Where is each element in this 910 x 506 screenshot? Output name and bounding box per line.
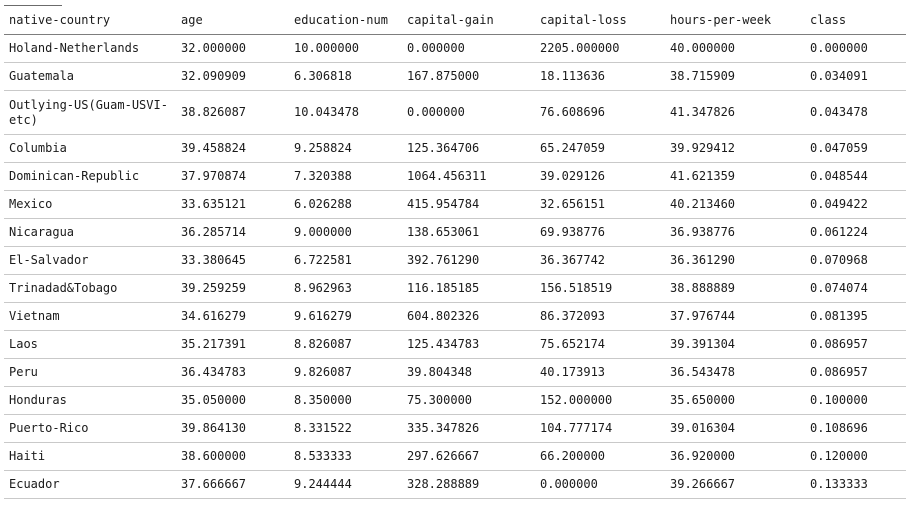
cell-class: 0.000000 <box>805 35 906 63</box>
cell-education-num: 8.350000 <box>289 387 402 415</box>
cell-age: 34.616279 <box>176 303 289 331</box>
cell-hours-per-week: 39.016304 <box>665 415 805 443</box>
cell-class: 0.133333 <box>805 471 906 499</box>
cell-hours-per-week: 41.347826 <box>665 91 805 135</box>
cell-class: 0.047059 <box>805 135 906 163</box>
table-row <box>4 359 906 387</box>
cell-hours-per-week: 39.266667 <box>665 471 805 499</box>
cell-capital-gain: 116.185185 <box>402 275 535 303</box>
cell-capital-gain: 328.288889 <box>402 471 535 499</box>
column-header-capital-loss: capital-loss <box>535 7 665 35</box>
cell-capital-loss: 152.000000 <box>535 387 665 415</box>
cell-hours-per-week: 35.650000 <box>665 387 805 415</box>
cell-capital-gain: 0.000000 <box>402 91 535 135</box>
cell-hours-per-week: 39.391304 <box>665 331 805 359</box>
cell-education-num: 9.826087 <box>289 359 402 387</box>
cell-education-num: 9.258824 <box>289 135 402 163</box>
cell-capital-loss: 69.938776 <box>535 219 665 247</box>
cell-native-country: Ecuador <box>4 471 176 499</box>
cell-hours-per-week: 38.888889 <box>665 275 805 303</box>
table-row <box>4 135 906 163</box>
cell-class: 0.100000 <box>805 387 906 415</box>
cell-age: 37.970874 <box>176 163 289 191</box>
cell-education-num: 8.533333 <box>289 443 402 471</box>
cell-capital-gain: 415.954784 <box>402 191 535 219</box>
table-row <box>4 387 906 415</box>
cell-age: 32.090909 <box>176 63 289 91</box>
cell-capital-loss: 2205.000000 <box>535 35 665 63</box>
cell-hours-per-week: 36.920000 <box>665 443 805 471</box>
cell-native-country: Outlying-US(Guam-USVI-etc) <box>4 91 176 135</box>
cell-native-country: Holand-Netherlands <box>4 35 176 63</box>
cell-capital-loss: 18.113636 <box>535 63 665 91</box>
cell-education-num: 7.320388 <box>289 163 402 191</box>
top-border-rule <box>4 5 62 6</box>
cell-age: 35.217391 <box>176 331 289 359</box>
table-row <box>4 331 906 359</box>
table-row <box>4 191 906 219</box>
header-row <box>4 7 906 35</box>
table-row <box>4 247 906 275</box>
cell-education-num: 6.306818 <box>289 63 402 91</box>
cell-hours-per-week: 39.929412 <box>665 135 805 163</box>
cell-age: 37.666667 <box>176 471 289 499</box>
cell-education-num: 8.331522 <box>289 415 402 443</box>
cell-class: 0.120000 <box>805 443 906 471</box>
cell-capital-gain: 39.804348 <box>402 359 535 387</box>
cell-capital-gain: 138.653061 <box>402 219 535 247</box>
table-row <box>4 275 906 303</box>
cell-class: 0.081395 <box>805 303 906 331</box>
cell-capital-gain: 297.626667 <box>402 443 535 471</box>
column-header-hours-per-week: hours-per-week <box>665 7 805 35</box>
cell-hours-per-week: 36.938776 <box>665 219 805 247</box>
cell-capital-gain: 167.875000 <box>402 63 535 91</box>
cell-class: 0.043478 <box>805 91 906 135</box>
column-header-education-num: education-num <box>289 7 402 35</box>
cell-native-country: Vietnam <box>4 303 176 331</box>
table-row <box>4 303 906 331</box>
cell-native-country: Trinadad&Tobago <box>4 275 176 303</box>
cell-capital-loss: 32.656151 <box>535 191 665 219</box>
cell-native-country: Laos <box>4 331 176 359</box>
column-header-native-country: native-country <box>4 7 176 35</box>
cell-capital-gain: 125.364706 <box>402 135 535 163</box>
cell-capital-loss: 36.367742 <box>535 247 665 275</box>
column-header-class: class <box>805 7 906 35</box>
cell-education-num: 9.244444 <box>289 471 402 499</box>
cell-class: 0.061224 <box>805 219 906 247</box>
cell-capital-loss: 39.029126 <box>535 163 665 191</box>
country-stats-table <box>4 7 906 499</box>
cell-age: 33.380645 <box>176 247 289 275</box>
table-row <box>4 415 906 443</box>
cell-age: 39.259259 <box>176 275 289 303</box>
cell-hours-per-week: 40.213460 <box>665 191 805 219</box>
cell-class: 0.086957 <box>805 331 906 359</box>
cell-native-country: Dominican-Republic <box>4 163 176 191</box>
table-row <box>4 91 906 135</box>
table-row <box>4 63 906 91</box>
cell-capital-gain: 75.300000 <box>402 387 535 415</box>
cell-hours-per-week: 36.543478 <box>665 359 805 387</box>
cell-capital-loss: 40.173913 <box>535 359 665 387</box>
cell-education-num: 8.962963 <box>289 275 402 303</box>
cell-education-num: 10.043478 <box>289 91 402 135</box>
cell-native-country: Peru <box>4 359 176 387</box>
cell-class: 0.074074 <box>805 275 906 303</box>
cell-capital-gain: 392.761290 <box>402 247 535 275</box>
cell-capital-loss: 65.247059 <box>535 135 665 163</box>
cell-class: 0.049422 <box>805 191 906 219</box>
cell-native-country: Guatemala <box>4 63 176 91</box>
cell-age: 39.864130 <box>176 415 289 443</box>
cell-class: 0.086957 <box>805 359 906 387</box>
cell-capital-loss: 75.652174 <box>535 331 665 359</box>
cell-age: 32.000000 <box>176 35 289 63</box>
cell-education-num: 6.026288 <box>289 191 402 219</box>
cell-capital-gain: 335.347826 <box>402 415 535 443</box>
cell-native-country: Puerto-Rico <box>4 415 176 443</box>
cell-age: 33.635121 <box>176 191 289 219</box>
cell-capital-gain: 125.434783 <box>402 331 535 359</box>
cell-capital-loss: 104.777174 <box>535 415 665 443</box>
cell-age: 38.826087 <box>176 91 289 135</box>
cell-native-country: Nicaragua <box>4 219 176 247</box>
cell-education-num: 6.722581 <box>289 247 402 275</box>
cell-education-num: 10.000000 <box>289 35 402 63</box>
cell-native-country: Mexico <box>4 191 176 219</box>
table-body <box>4 35 906 499</box>
cell-age: 39.458824 <box>176 135 289 163</box>
cell-capital-loss: 86.372093 <box>535 303 665 331</box>
cell-class: 0.108696 <box>805 415 906 443</box>
table-header <box>4 7 906 35</box>
cell-native-country: Columbia <box>4 135 176 163</box>
cell-capital-loss: 76.608696 <box>535 91 665 135</box>
table-row <box>4 471 906 499</box>
cell-class: 0.070968 <box>805 247 906 275</box>
cell-capital-loss: 156.518519 <box>535 275 665 303</box>
cell-education-num: 9.616279 <box>289 303 402 331</box>
table-row <box>4 163 906 191</box>
cell-hours-per-week: 40.000000 <box>665 35 805 63</box>
cell-age: 35.050000 <box>176 387 289 415</box>
cell-native-country: Honduras <box>4 387 176 415</box>
table-row <box>4 443 906 471</box>
cell-class: 0.034091 <box>805 63 906 91</box>
table-row <box>4 219 906 247</box>
cell-capital-gain: 1064.456311 <box>402 163 535 191</box>
cell-capital-gain: 604.802326 <box>402 303 535 331</box>
cell-class: 0.048544 <box>805 163 906 191</box>
cell-hours-per-week: 37.976744 <box>665 303 805 331</box>
cell-capital-loss: 66.200000 <box>535 443 665 471</box>
cell-age: 36.434783 <box>176 359 289 387</box>
cell-native-country: El-Salvador <box>4 247 176 275</box>
column-header-capital-gain: capital-gain <box>402 7 535 35</box>
cell-education-num: 9.000000 <box>289 219 402 247</box>
cell-age: 36.285714 <box>176 219 289 247</box>
cell-capital-loss: 0.000000 <box>535 471 665 499</box>
table-row <box>4 35 906 63</box>
cell-native-country: Haiti <box>4 443 176 471</box>
column-header-age: age <box>176 7 289 35</box>
cell-capital-gain: 0.000000 <box>402 35 535 63</box>
cell-education-num: 8.826087 <box>289 331 402 359</box>
cell-hours-per-week: 41.621359 <box>665 163 805 191</box>
cell-hours-per-week: 36.361290 <box>665 247 805 275</box>
cell-hours-per-week: 38.715909 <box>665 63 805 91</box>
cell-age: 38.600000 <box>176 443 289 471</box>
